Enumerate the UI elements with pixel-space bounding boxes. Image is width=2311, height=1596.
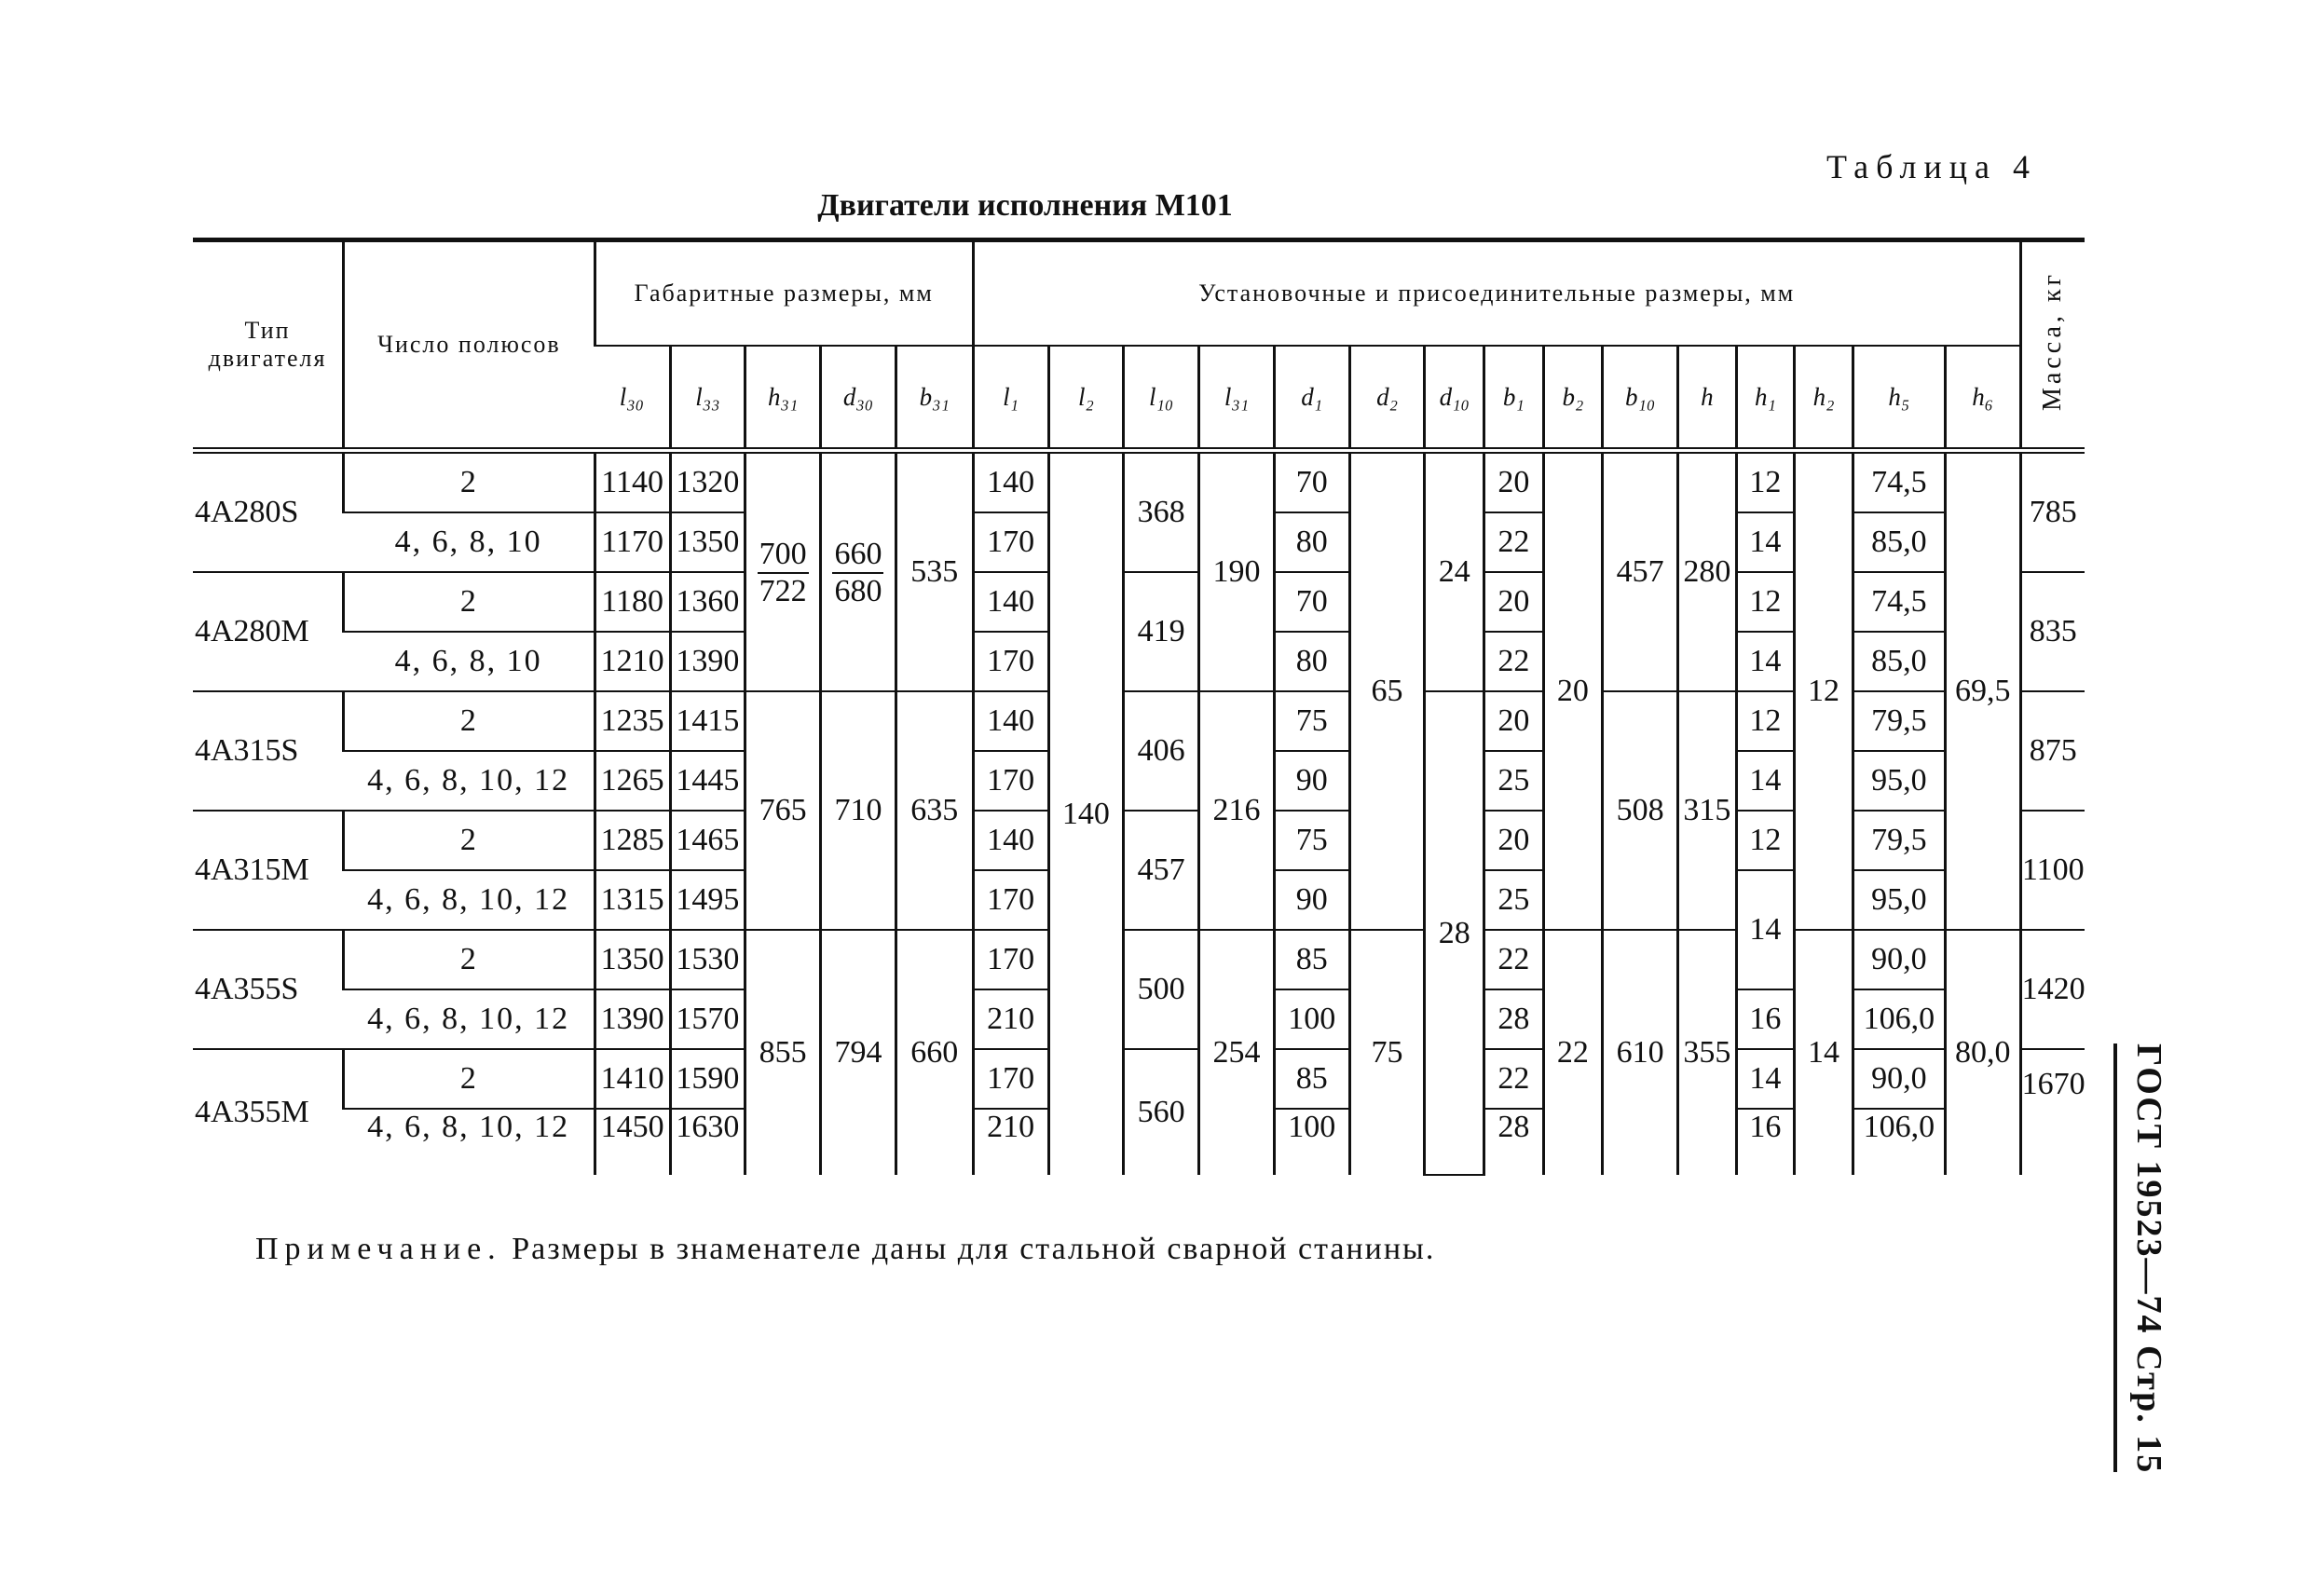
subheader-h2: h₂ bbox=[1795, 346, 1853, 451]
subheader-h31: h₃₁ bbox=[745, 346, 821, 451]
cell-l2: 140 bbox=[1048, 451, 1124, 1176]
cell-h6: 69,5 bbox=[1945, 451, 2020, 931]
cell-h1: 14 bbox=[1736, 632, 1795, 691]
header-overall-dimensions: Габаритные размеры, мм bbox=[595, 240, 973, 347]
cell-b1: 20 bbox=[1484, 451, 1544, 513]
cell-h1: 16 bbox=[1736, 1109, 1795, 1175]
cell-poles: 4, 6, 8, 10, 12 bbox=[344, 870, 595, 930]
header-mass bbox=[2020, 240, 2085, 451]
cell-d1: 70 bbox=[1274, 451, 1349, 513]
cell-b1: 25 bbox=[1484, 870, 1544, 930]
cell-l33: 1390 bbox=[670, 632, 745, 691]
cell-l10: 560 bbox=[1124, 1049, 1199, 1175]
cell-l30: 1410 bbox=[595, 1049, 670, 1109]
cell-h31-denominator bbox=[745, 572, 821, 691]
cell-l1: 170 bbox=[973, 870, 1048, 930]
cell-mass: 1420 bbox=[2020, 930, 2085, 1049]
cell-poles: 4, 6, 8, 10, 12 bbox=[344, 751, 595, 811]
cell-h1: 14 bbox=[1736, 751, 1795, 811]
cell-h5: 90,0 bbox=[1853, 930, 1945, 989]
cell-poles: 2 bbox=[344, 930, 595, 989]
cell-l30: 1235 bbox=[595, 691, 670, 751]
cell-d1: 80 bbox=[1274, 632, 1349, 691]
subheader-l30: l₃₀ bbox=[595, 346, 670, 451]
subheader-h5: h₅ bbox=[1853, 346, 1945, 451]
cell-poles: 4, 6, 8, 10, 12 bbox=[367, 1110, 570, 1144]
cell-l33: 1350 bbox=[670, 512, 745, 572]
cell-d2: 65 bbox=[1349, 451, 1425, 931]
cell-h1: 12 bbox=[1736, 811, 1795, 870]
cell-d1: 90 bbox=[1274, 870, 1349, 930]
cell-h5: 74,5 bbox=[1853, 572, 1945, 632]
cell-h31: 765 bbox=[745, 691, 821, 930]
cell-d30: 794 bbox=[821, 930, 896, 1175]
cell-l1: 170 bbox=[973, 1049, 1048, 1109]
cell-h5: 95,0 bbox=[1853, 751, 1945, 811]
cell-b31: 660 bbox=[896, 930, 973, 1175]
cell-l31: 254 bbox=[1199, 930, 1275, 1175]
header-mass-text: Масса, кг bbox=[2038, 271, 2068, 412]
cell-h1: 14 bbox=[1736, 870, 1795, 989]
subheader-l2: l₂ bbox=[1048, 346, 1124, 451]
cell-l31: 190 bbox=[1199, 451, 1275, 692]
cell-d10: 24 bbox=[1425, 451, 1484, 692]
table-title: Двигатели исполнения М101 bbox=[817, 188, 1233, 223]
cell-b1: 20 bbox=[1484, 811, 1544, 870]
subheader-b31: b₃₁ bbox=[896, 346, 973, 451]
cell-d1: 75 bbox=[1274, 811, 1349, 870]
cell-l30: 1170 bbox=[595, 512, 670, 572]
subheader-l10: l₁₀ bbox=[1124, 346, 1199, 451]
cell-l30: 1350 bbox=[595, 930, 670, 989]
cell-mass: 1670 bbox=[2020, 1049, 2085, 1175]
cell-l30: 1450 bbox=[595, 1109, 670, 1175]
cell-b10: 610 bbox=[1603, 930, 1678, 1175]
table-note bbox=[255, 1232, 1435, 1267]
cell-l10: 419 bbox=[1124, 572, 1199, 691]
cell-h31-denominator-text: 722 bbox=[759, 574, 807, 608]
subheader-d30: d₃₀ bbox=[821, 346, 896, 451]
cell-h: 280 bbox=[1678, 451, 1737, 692]
cell-type: 4А355M bbox=[195, 1095, 309, 1129]
cell-d2: 75 bbox=[1349, 930, 1425, 1175]
cell-mass: 785 bbox=[2020, 451, 2085, 573]
cell-l33: 1495 bbox=[670, 870, 745, 930]
cell-type: 4А315S bbox=[193, 691, 344, 811]
cell-h1: 12 bbox=[1736, 572, 1795, 632]
cell-b31: 635 bbox=[896, 691, 973, 930]
cell-h5: 85,0 bbox=[1853, 632, 1945, 691]
cell-h2: 14 bbox=[1795, 930, 1853, 1175]
cell-d10: 28 bbox=[1425, 691, 1484, 1175]
cell-poles: 2 bbox=[344, 811, 595, 870]
cell-l33: 1570 bbox=[670, 989, 745, 1049]
cell-l30: 1285 bbox=[595, 811, 670, 870]
cell-l10: 406 bbox=[1124, 691, 1199, 811]
cell-b10: 508 bbox=[1603, 691, 1678, 930]
cell-poles: 4, 6, 8, 10 bbox=[344, 512, 595, 572]
cell-d1: 70 bbox=[1274, 572, 1349, 632]
cell-h1: 14 bbox=[1736, 512, 1795, 572]
cell-type: 4А355S bbox=[193, 930, 344, 1049]
cell-l1: 210 bbox=[973, 1109, 1048, 1175]
cell-l10: 457 bbox=[1124, 811, 1199, 930]
cell-l33: 1320 bbox=[670, 451, 745, 513]
cell-mass: 875 bbox=[2020, 691, 2085, 811]
cell-type: 4А315M bbox=[193, 811, 344, 930]
cell-b1: 28 bbox=[1484, 989, 1544, 1049]
cell-l30: 1265 bbox=[595, 751, 670, 811]
cell-b1: 20 bbox=[1484, 572, 1544, 632]
cell-l1: 210 bbox=[973, 989, 1048, 1049]
cell-h5: 90,0 bbox=[1853, 1049, 1945, 1109]
cell-h5: 106,0 bbox=[1853, 1109, 1945, 1175]
cell-poles: 4, 6, 8, 10 bbox=[344, 632, 595, 691]
cell-d1: 80 bbox=[1274, 512, 1349, 572]
cell-l33: 1590 bbox=[670, 1049, 745, 1109]
cell-h1: 12 bbox=[1736, 691, 1795, 751]
subheader-l33: l₃₃ bbox=[670, 346, 745, 451]
cell-l1: 170 bbox=[973, 930, 1048, 989]
cell-l33: 1415 bbox=[670, 691, 745, 751]
cell-d30-denominator bbox=[821, 572, 896, 691]
cell-h31-numerator: 700 bbox=[745, 451, 821, 573]
cell-h1: 12 bbox=[1736, 451, 1795, 513]
cell-l1: 170 bbox=[973, 632, 1048, 691]
cell-d1: 85 bbox=[1274, 1049, 1349, 1109]
cell-l1: 170 bbox=[973, 512, 1048, 572]
cell-l1: 140 bbox=[973, 691, 1048, 751]
cell-mass: 1100 bbox=[2020, 811, 2085, 930]
cell-d1: 90 bbox=[1274, 751, 1349, 811]
cell-poles: 2 bbox=[344, 691, 595, 751]
cell-l30: 1390 bbox=[595, 989, 670, 1049]
cell-h1: 14 bbox=[1736, 1049, 1795, 1109]
cell-b10: 457 bbox=[1603, 451, 1678, 692]
cell-l30: 1180 bbox=[595, 572, 670, 632]
cell-l31: 216 bbox=[1199, 691, 1275, 930]
cell-mass: 835 bbox=[2020, 572, 2085, 691]
cell-d30: 710 bbox=[821, 691, 896, 930]
cell-type: 4А280S bbox=[193, 451, 344, 573]
subheader-d1: d₁ bbox=[1274, 346, 1349, 451]
cell-type: 4А280M bbox=[193, 572, 344, 691]
cell-l33: 1630 bbox=[670, 1109, 745, 1175]
cell-h1: 16 bbox=[1736, 989, 1795, 1049]
cell-l10: 368 bbox=[1124, 451, 1199, 573]
cell-l30: 1140 bbox=[595, 451, 670, 513]
subheader-l31: l₃₁ bbox=[1199, 346, 1275, 451]
engine-dimensions-table-wrap bbox=[193, 238, 2085, 1176]
cell-l30: 1210 bbox=[595, 632, 670, 691]
cell-h5: 74,5 bbox=[1853, 451, 1945, 513]
header-poles: Число полюсов bbox=[344, 240, 595, 451]
cell-b1: 22 bbox=[1484, 512, 1544, 572]
cell-b31: 535 bbox=[896, 451, 973, 692]
cell-l1: 140 bbox=[973, 572, 1048, 632]
cell-h: 315 bbox=[1678, 691, 1737, 930]
cell-l33: 1445 bbox=[670, 751, 745, 811]
subheader-h: h bbox=[1678, 346, 1737, 451]
cell-h: 355 bbox=[1678, 930, 1737, 1175]
cell-d1: 85 bbox=[1274, 930, 1349, 989]
subheader-h6: h₆ bbox=[1945, 346, 2020, 451]
cell-l30: 1315 bbox=[595, 870, 670, 930]
cell-d1: 100 bbox=[1274, 1109, 1349, 1175]
cell-b2: 22 bbox=[1543, 930, 1603, 1175]
cell-poles: 4, 6, 8, 10, 12 bbox=[344, 989, 595, 1049]
cell-l1: 170 bbox=[973, 751, 1048, 811]
table-row bbox=[193, 451, 2085, 513]
table-number-label: Таблица 4 bbox=[1826, 148, 2037, 185]
cell-h31: 855 bbox=[745, 930, 821, 1175]
cell-h2: 12 bbox=[1795, 451, 1853, 931]
cell-l33: 1360 bbox=[670, 572, 745, 632]
cell-b1: 28 bbox=[1484, 1109, 1544, 1175]
cell-b1: 25 bbox=[1484, 751, 1544, 811]
cell-h5: 95,0 bbox=[1853, 870, 1945, 930]
cell-d1: 100 bbox=[1274, 989, 1349, 1049]
cell-h5: 79,5 bbox=[1853, 811, 1945, 870]
cell-poles: 2 bbox=[344, 1049, 595, 1109]
subheader-h1: h₁ bbox=[1736, 346, 1795, 451]
cell-h6: 80,0 bbox=[1945, 930, 2020, 1175]
header-mounting-dimensions: Установочные и присоединительные размеры, мм bbox=[973, 240, 2020, 347]
subheader-b10: b₁₀ bbox=[1603, 346, 1678, 451]
cell-l10: 500 bbox=[1124, 930, 1199, 1049]
cell-l1: 140 bbox=[973, 451, 1048, 513]
subheader-d10: d₁₀ bbox=[1425, 346, 1484, 451]
cell-poles: 2 bbox=[344, 572, 595, 632]
cell-h5: 106,0 bbox=[1853, 989, 1945, 1049]
cell-poles: 2 bbox=[344, 451, 595, 513]
note-text: Размеры в знаменателе даны для стальной сварной станины. bbox=[501, 1232, 1436, 1266]
standard-page-label-text: ГОСТ 19523—74 Стр. 15 bbox=[2129, 1044, 2168, 1475]
cell-d30-denominator-text: 680 bbox=[834, 574, 882, 608]
cell-h5: 85,0 bbox=[1853, 512, 1945, 572]
cell-b1: 22 bbox=[1484, 632, 1544, 691]
subheader-d2: d₂ bbox=[1349, 346, 1425, 451]
header-engine-type: Тип двигателя bbox=[193, 240, 344, 451]
cell-b1: 22 bbox=[1484, 1049, 1544, 1109]
subheader-b1: b₁ bbox=[1484, 346, 1544, 451]
cell-l1: 140 bbox=[973, 811, 1048, 870]
cell-d1: 75 bbox=[1274, 691, 1349, 751]
cell-l33: 1465 bbox=[670, 811, 745, 870]
standard-page-label bbox=[2113, 1044, 2173, 1475]
cell-h5: 79,5 bbox=[1853, 691, 1945, 751]
cell-b1: 20 bbox=[1484, 691, 1544, 751]
cell-b2: 20 bbox=[1543, 451, 1603, 931]
cell-b1: 22 bbox=[1484, 930, 1544, 989]
cell-d30-numerator: 660 bbox=[821, 451, 896, 573]
table-row bbox=[193, 930, 2085, 989]
engine-dimensions-table bbox=[193, 238, 2085, 1176]
subheader-l1: l₁ bbox=[973, 346, 1048, 451]
cell-l33: 1530 bbox=[670, 930, 745, 989]
note-lead: Примечание. bbox=[255, 1232, 502, 1266]
subheader-b2: b₂ bbox=[1543, 346, 1603, 451]
